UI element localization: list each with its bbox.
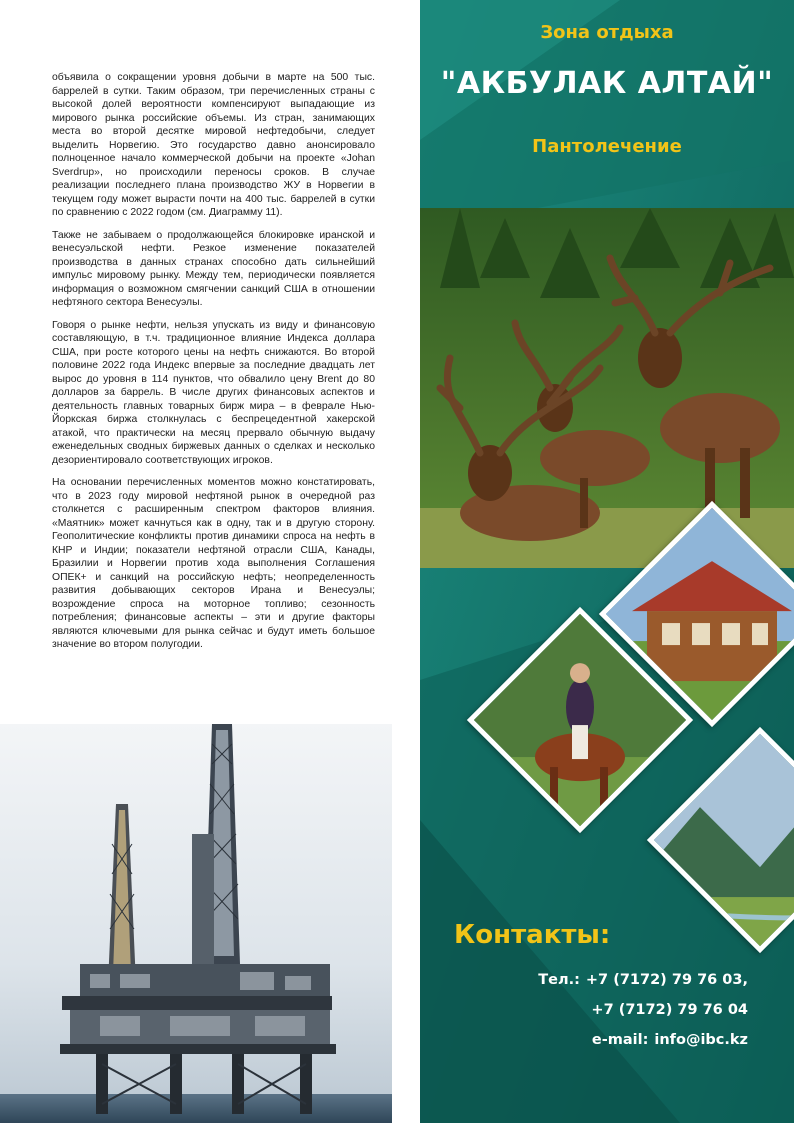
phone-number-2[interactable]: +7 (7172) 79 76 04 bbox=[591, 1002, 748, 1018]
contact-phone-2 bbox=[591, 1002, 748, 1018]
oil-rig-photo bbox=[0, 724, 392, 1123]
article-paragraph-1: объявила о сокращении уровня добычи в марте на 500 тыс. баррелей в сутки. Таким образом, три перечисленных страны с высокой долей вероятности компенсируют выпадающие из мирового рынка российские объемы. Из стран, занимающих места во второй десятке мировой нефтедобычи, следует выделить Норвегию. Это государство давно анонсировало полноценное начало коммерческой добычи на проекте «Johan Sverdrup», но происходили переносы сроков. В случае реализации последнего плана производство ЖУ в Норвегии в текущем году может вырасти почти на 400 тыс. баррелей в сутки по сравнению с 2022 годом (см. Диаграмму 11). bbox=[52, 72, 375, 218]
phone-label: Тел.: bbox=[538, 972, 580, 988]
contact-phone-1 bbox=[538, 972, 748, 988]
phone-number-1[interactable]: +7 (7172) 79 76 03, bbox=[585, 972, 748, 988]
ad-tagline: Зона отдыха bbox=[540, 22, 674, 43]
email-label: e-mail: bbox=[591, 1032, 649, 1048]
article-paragraph-2: Также не забываем о продолжающейся блокировке иранской и венесуэльской нефти. Резкое изменение показателей производства в данных странах способно дать сильнейший импульс мировому рынку. Между тем, периодически появляется информация о возможном смягчении санкций США в отношении нефтяного сектора Венесуэлы. bbox=[52, 229, 375, 308]
article-text bbox=[52, 71, 375, 661]
ad-subtitle: Пантолечение bbox=[532, 136, 682, 157]
email-address[interactable]: info@ibc.kz bbox=[654, 1032, 748, 1048]
contact-email bbox=[592, 1032, 748, 1048]
contacts-title: Контакты: bbox=[454, 920, 611, 950]
article-paragraph-3: Говоря о рынке нефти, нельзя упускать из виду и финансовую составляющую, в т.ч. традиционное влияние Индекса доллара США, при росте которого цены на нефть снижаются. Во второй половине 2022 года Индекс впервые за последние двадцать лет вырос до уровня в 114 пунктов, что обвалило цену Brent до 80 долларов за баррель. В числе других финансовых аспектов и деятельность главных товарных бирж мира – в феврале Нью-Йоркская биржа столкнулась с беспрецедентной хакерской атакой, что практически на месяц прервало обычную выдачу еженедельных сводных биржевых данных о сделках и несколько дезориентировало соответствующих игроков. bbox=[52, 319, 375, 466]
resort-advertisement bbox=[420, 0, 794, 1123]
article-paragraph-4: На основании перечисленных моментов можно констатировать, что в 2023 году мировой нефтяной рынок в очередной раз столкнется с расширенным спектром факторов влияния. «Маятник» может качнуться как в одну, так и в другую сторону. Геополитические конфликты против динамики спроса на нефть в КНР и Индии; показатели нефтяной отрасли США, Канады, Бразилии и Норвегии против хода выполнения Соглашения ОПЕК+ и санкций на российскую нефть; неопределенность развития добывающих секторов Ирана и Венесуэлы; возрождение спроса на моторное топливо; сезонность потребления; финансовые аспекты – эти и другие факторы являются ключевыми для рынка сейчас и будут иметь большое значение во втором полугодии. bbox=[52, 477, 375, 650]
ad-title: "АКБУЛАК АЛТАЙ" bbox=[440, 66, 774, 101]
deer-photo bbox=[420, 208, 794, 568]
